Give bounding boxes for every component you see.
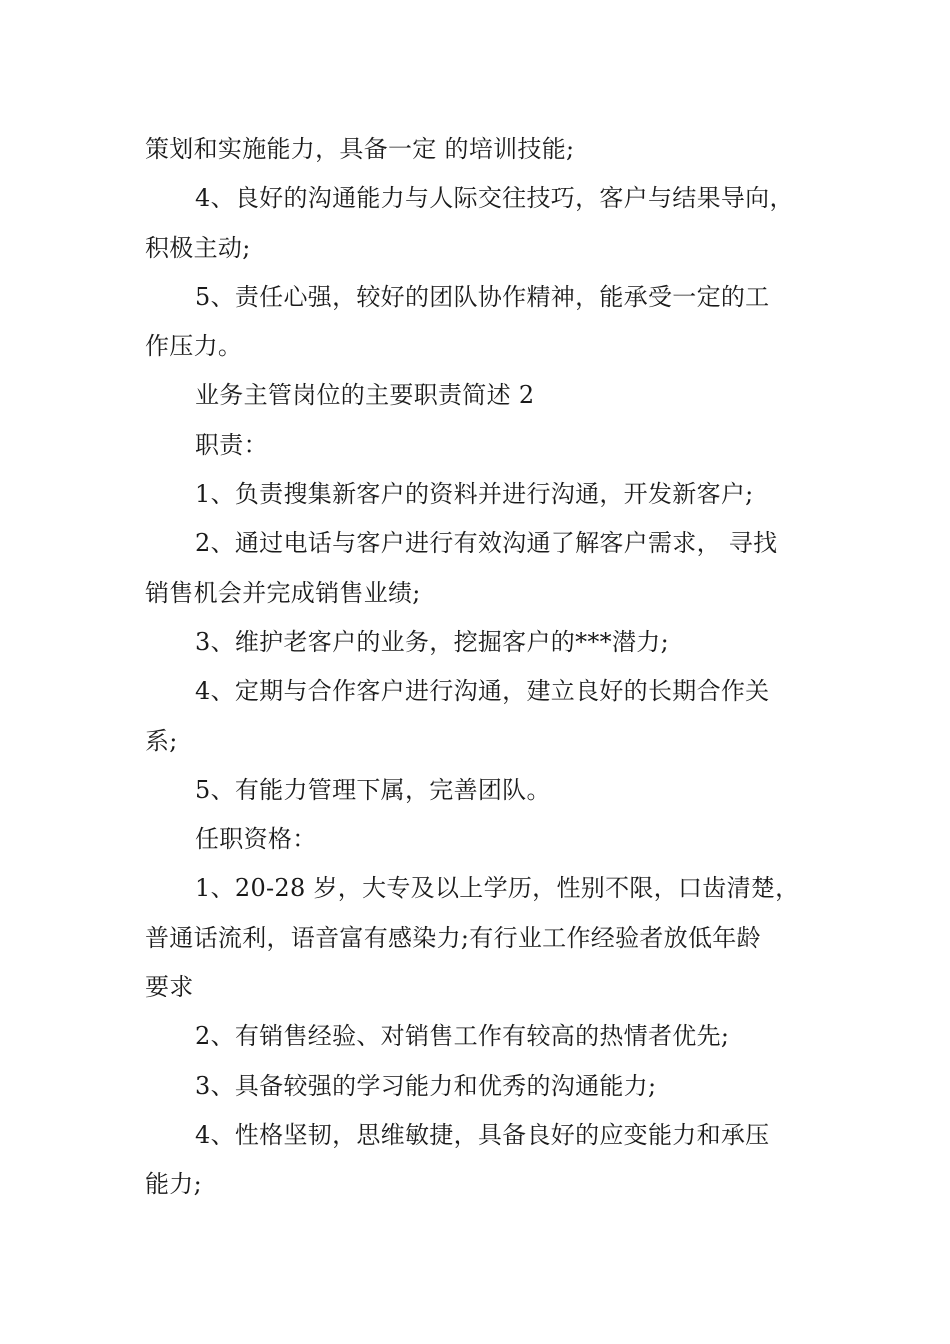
text-line: 系; (145, 726, 178, 755)
text-line: 销售机会并完成销售业绩; (145, 578, 421, 607)
text-line: 4、定期与合作客户进行沟通，建立良好的长期合作关 (195, 677, 770, 706)
text-line: 1、负责搜集新客户的资料并进行沟通，开发新客户; (195, 480, 754, 509)
text-line: 积极主动; (145, 233, 251, 262)
text-line: 要求 (145, 973, 194, 1002)
text-line: 4、性格坚韧，思维敏捷，具备良好的应变能力和承压 (195, 1120, 770, 1149)
text-line: 3、具备较强的学习能力和优秀的沟通能力; (195, 1071, 657, 1100)
subsection-heading: 任职资格： (195, 825, 317, 854)
document-page (145, 125, 835, 1210)
text-line: 作压力。 (145, 332, 243, 361)
text-line: 2、通过电话与客户进行有效沟通了解客户需求， 寻找 (195, 529, 778, 558)
text-line: 能力; (145, 1170, 202, 1199)
text-line: 3、维护老客户的业务，挖掘客户的***潜力; (195, 627, 669, 656)
text-line: 5、责任心强，较好的团队协作精神，能承受一定的工 (195, 282, 770, 311)
subsection-heading: 职责： (195, 430, 268, 459)
text-line: 普通话流利，语音富有感染力;有行业工作经验者放低年龄 (145, 923, 761, 952)
text-line: 2、有销售经验、对销售工作有较高的热情者优先; (195, 1022, 730, 1051)
text-line: 1、20-28 岁，大专及以上学历，性别不限，口齿清楚， (195, 874, 800, 903)
section-heading: 业务主管岗位的主要职责简述 2 (195, 381, 535, 410)
text-line: 策划和实施能力，具备一定 的培训技能; (145, 135, 575, 163)
text-line: 4、良好的沟通能力与人际交往技巧，客户与结果导向， (195, 184, 794, 213)
text-line: 5、有能力管理下属，完善团队。 (195, 775, 551, 804)
